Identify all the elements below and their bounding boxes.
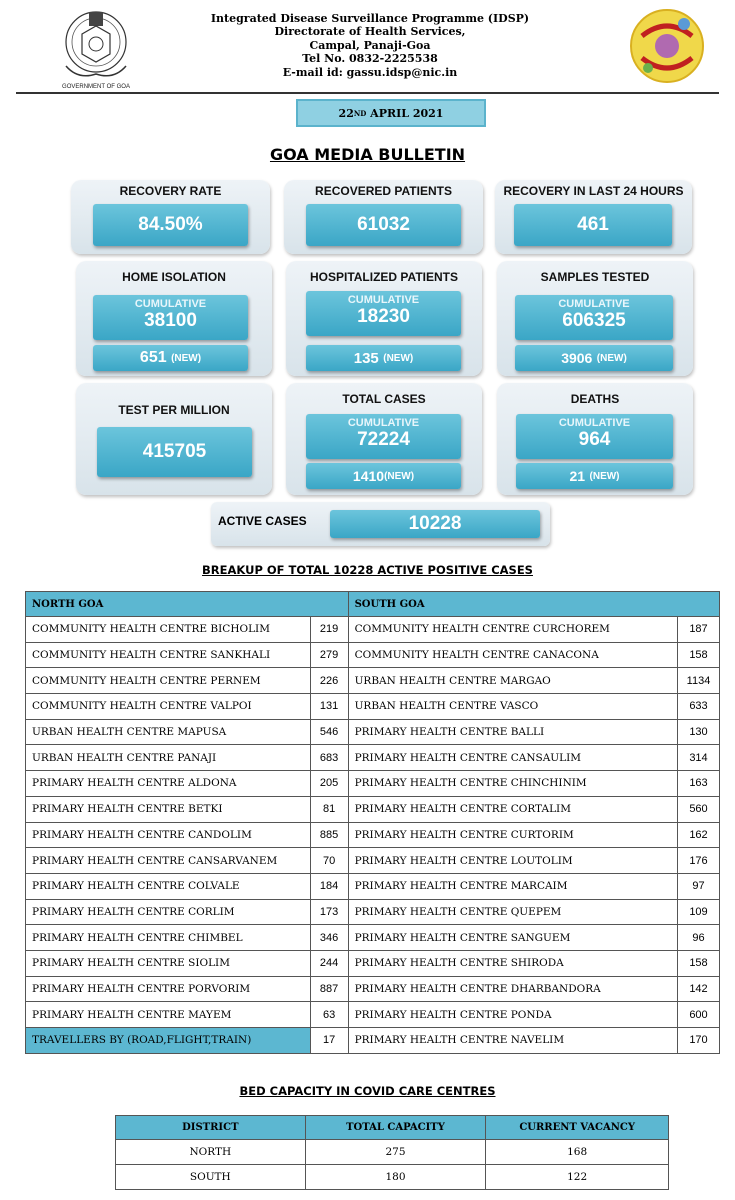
date-day: 22 bbox=[338, 106, 354, 120]
hospitalized-title: HOSPITALIZED PATIENTS bbox=[309, 270, 458, 284]
recovered-patients-title: RECOVERED PATIENTS bbox=[315, 184, 452, 198]
south-centre-name: PRIMARY HEALTH CENTRE NAVELIM bbox=[348, 1028, 677, 1054]
deaths-new-label: (NEW) bbox=[589, 470, 620, 482]
south-centre-count: 314 bbox=[677, 745, 719, 771]
north-centre-name: PRIMARY HEALTH CENTRE PORVORIM bbox=[26, 976, 311, 1002]
north-centre-name: PRIMARY HEALTH CENTRE CHIMBEL bbox=[26, 925, 311, 951]
north-centre-count: 683 bbox=[310, 745, 348, 771]
south-centre-name: PRIMARY HEALTH CENTRE PONDA bbox=[348, 1002, 677, 1028]
south-centre-count: 187 bbox=[677, 617, 719, 643]
north-centre-count: 546 bbox=[310, 719, 348, 745]
north-centre-count: 346 bbox=[310, 925, 348, 951]
north-centre-count: 279 bbox=[310, 642, 348, 668]
deaths-new-box bbox=[516, 463, 673, 489]
deaths-title: DEATHS bbox=[570, 392, 620, 406]
deaths-card bbox=[497, 383, 693, 495]
north-centre-name: PRIMARY HEALTH CENTRE CANDOLIM bbox=[26, 822, 311, 848]
bed-total-capacity: 180 bbox=[305, 1165, 486, 1190]
south-centre-count: 162 bbox=[677, 822, 719, 848]
south-centre-count: 633 bbox=[677, 694, 719, 720]
samples-cumulative-box bbox=[515, 295, 673, 340]
active-cases-label: ACTIVE CASES bbox=[218, 514, 307, 528]
active-cases-card bbox=[211, 502, 550, 546]
north-centre-name: PRIMARY HEALTH CENTRE ALDONA bbox=[26, 771, 311, 797]
header-line-5: E-mail id: gassu.idsp@nic.in bbox=[282, 65, 458, 79]
table-row bbox=[26, 719, 720, 745]
deaths-cumulative-box bbox=[516, 414, 673, 459]
bed-district: SOUTH bbox=[116, 1165, 306, 1190]
total-cases-new-box bbox=[306, 463, 461, 489]
south-centre-count: 1134 bbox=[677, 668, 719, 694]
bed-header-total-capacity: TOTAL CAPACITY bbox=[305, 1116, 486, 1140]
test-per-million-card bbox=[76, 383, 272, 495]
south-centre-name: PRIMARY HEALTH CENTRE QUEPEM bbox=[348, 899, 677, 925]
table-row bbox=[116, 1140, 669, 1165]
north-centre-name: COMMUNITY HEALTH CENTRE BICHOLIM bbox=[26, 617, 311, 643]
north-centre-count: 17 bbox=[310, 1028, 348, 1054]
south-centre-name: PRIMARY HEALTH CENTRE CURTORIM bbox=[348, 822, 677, 848]
total-cases-new-label: (NEW) bbox=[384, 470, 415, 482]
north-centre-name: URBAN HEALTH CENTRE MAPUSA bbox=[26, 719, 311, 745]
recovery-24h-title: RECOVERY IN LAST 24 HOURS bbox=[503, 184, 684, 198]
deaths-new-value: 21 bbox=[569, 468, 586, 484]
hospitalized-cumulative-label: CUMULATIVE bbox=[347, 294, 420, 306]
home-isolation-new-label: (NEW) bbox=[171, 352, 202, 364]
samples-cumulative-value: 606325 bbox=[562, 310, 626, 331]
south-centre-name: PRIMARY HEALTH CENTRE CORTALIM bbox=[348, 796, 677, 822]
table-row bbox=[26, 796, 720, 822]
north-centre-name: TRAVELLERS BY (ROAD,FLIGHT,TRAIN) bbox=[26, 1028, 311, 1054]
samples-new-box bbox=[515, 345, 673, 371]
bed-capacity-table bbox=[115, 1115, 669, 1190]
header-divider bbox=[16, 92, 719, 94]
table-row bbox=[26, 950, 720, 976]
active-cases-breakup-table bbox=[25, 591, 720, 1054]
table-row bbox=[26, 1002, 720, 1028]
north-centre-name: URBAN HEALTH CENTRE PANAJI bbox=[26, 745, 311, 771]
south-centre-name: PRIMARY HEALTH CENTRE LOUTOLIM bbox=[348, 848, 677, 874]
recovered-patients-value: 61032 bbox=[357, 214, 410, 235]
goa-emblem-logo bbox=[58, 4, 134, 92]
bed-header-row bbox=[116, 1116, 669, 1140]
table-row bbox=[26, 822, 720, 848]
header-address bbox=[170, 12, 570, 79]
total-cases-new-value: 1410 bbox=[352, 468, 385, 484]
south-centre-count: 96 bbox=[677, 925, 719, 951]
table-row bbox=[26, 925, 720, 951]
hospitalized-new-label: (NEW) bbox=[383, 352, 414, 364]
north-centre-count: 81 bbox=[310, 796, 348, 822]
south-centre-name: URBAN HEALTH CENTRE VASCO bbox=[348, 694, 677, 720]
total-cases-cumulative-value: 72224 bbox=[357, 429, 410, 450]
bulletin-title: GOA MEDIA BULLETIN bbox=[269, 145, 466, 164]
date-suffix: ND bbox=[353, 108, 367, 118]
south-goa-header: SOUTH GOA bbox=[348, 592, 719, 617]
deaths-cumulative-label: CUMULATIVE bbox=[558, 417, 631, 429]
north-centre-name: PRIMARY HEALTH CENTRE MAYEM bbox=[26, 1002, 311, 1028]
active-cases-value: 10228 bbox=[408, 513, 462, 534]
recovery-24h-card bbox=[495, 180, 692, 254]
recovery-24h-value: 461 bbox=[577, 214, 609, 235]
hospitalized-cumulative-value: 18230 bbox=[357, 306, 410, 327]
home-isolation-cumulative-box bbox=[93, 295, 248, 340]
south-centre-name: PRIMARY HEALTH CENTRE DHARBANDORA bbox=[348, 976, 677, 1002]
samples-new-value: 3906 bbox=[561, 350, 593, 366]
table-row bbox=[26, 848, 720, 874]
south-centre-name: PRIMARY HEALTH CENTRE CHINCHINIM bbox=[348, 771, 677, 797]
home-isolation-cumulative-label: CUMULATIVE bbox=[134, 298, 207, 310]
samples-tested-card bbox=[497, 261, 693, 376]
recovery-rate-value: 84.50% bbox=[138, 214, 203, 235]
hospitalized-card bbox=[286, 261, 482, 376]
samples-new-label: (NEW) bbox=[596, 352, 627, 364]
total-cases-title: TOTAL CASES bbox=[342, 392, 426, 406]
home-isolation-title: HOME ISOLATION bbox=[122, 270, 226, 284]
home-isolation-new-box bbox=[93, 345, 248, 371]
south-centre-count: 130 bbox=[677, 719, 719, 745]
bed-header-district: DISTRICT bbox=[116, 1116, 306, 1140]
south-centre-count: 170 bbox=[677, 1028, 719, 1054]
table-row bbox=[26, 899, 720, 925]
south-centre-count: 109 bbox=[677, 899, 719, 925]
table-row bbox=[26, 617, 720, 643]
breakup-header-row bbox=[26, 592, 720, 617]
total-cases-card bbox=[286, 383, 482, 495]
south-centre-name: COMMUNITY HEALTH CENTRE CURCHOREM bbox=[348, 617, 677, 643]
north-centre-name: COMMUNITY HEALTH CENTRE VALPOI bbox=[26, 694, 311, 720]
header-line-1: Integrated Disease Surveillance Programme (IDSP) bbox=[210, 12, 530, 25]
hospitalized-new-value: 135 bbox=[353, 349, 379, 367]
table-row bbox=[26, 668, 720, 694]
header-line-4: Tel No. 0832-2225538 bbox=[302, 52, 438, 66]
south-centre-count: 163 bbox=[677, 771, 719, 797]
south-centre-name: URBAN HEALTH CENTRE MARGAO bbox=[348, 668, 677, 694]
north-centre-name: PRIMARY HEALTH CENTRE CORLIM bbox=[26, 899, 311, 925]
north-centre-count: 70 bbox=[310, 848, 348, 874]
hospitalized-cumulative-box bbox=[306, 291, 461, 336]
header-line-3: Campal, Panaji-Goa bbox=[309, 38, 431, 52]
samples-cumulative-label: CUMULATIVE bbox=[558, 298, 630, 310]
test-per-million-value: 415705 bbox=[142, 441, 207, 462]
south-centre-count: 560 bbox=[677, 796, 719, 822]
north-centre-name: COMMUNITY HEALTH CENTRE PERNEM bbox=[26, 668, 311, 694]
bed-header-current-vacancy: CURRENT VACANCY bbox=[486, 1116, 669, 1140]
goa-emblem-caption: GOVERNMENT OF GOA bbox=[62, 84, 130, 90]
south-centre-name: PRIMARY HEALTH CENTRE SHIRODA bbox=[348, 950, 677, 976]
recovery-rate-title: RECOVERY RATE bbox=[119, 184, 222, 198]
north-centre-count: 226 bbox=[310, 668, 348, 694]
deaths-cumulative-value: 964 bbox=[578, 429, 611, 450]
bed-capacity-title: BED CAPACITY IN COVID CARE CENTRES bbox=[239, 1084, 496, 1098]
home-isolation-new-value: 651 bbox=[139, 349, 167, 366]
south-centre-count: 158 bbox=[677, 642, 719, 668]
table-row bbox=[26, 976, 720, 1002]
table-row bbox=[116, 1165, 669, 1190]
bed-district: NORTH bbox=[116, 1140, 306, 1165]
header-line-2: Directorate of Health Services, bbox=[274, 25, 466, 39]
test-per-million-title: TEST PER MILLION bbox=[118, 403, 230, 417]
bed-current-vacancy: 122 bbox=[486, 1165, 669, 1190]
active-cases-value-box bbox=[330, 510, 540, 538]
north-centre-name: PRIMARY HEALTH CENTRE SIOLIM bbox=[26, 950, 311, 976]
north-centre-count: 885 bbox=[310, 822, 348, 848]
north-centre-count: 205 bbox=[310, 771, 348, 797]
date-rest: APRIL 2021 bbox=[366, 106, 444, 120]
south-centre-count: 600 bbox=[677, 1002, 719, 1028]
south-centre-count: 158 bbox=[677, 950, 719, 976]
recovered-patients-value-box bbox=[306, 204, 461, 246]
table-row bbox=[26, 771, 720, 797]
recovered-patients-card bbox=[284, 180, 483, 254]
test-per-million-value-box bbox=[97, 427, 252, 477]
bed-total-capacity: 275 bbox=[305, 1140, 486, 1165]
south-centre-name: PRIMARY HEALTH CENTRE MARCAIM bbox=[348, 873, 677, 899]
total-cases-cumulative-label: CUMULATIVE bbox=[347, 417, 420, 429]
north-centre-name: PRIMARY HEALTH CENTRE COLVALE bbox=[26, 873, 311, 899]
samples-tested-title: SAMPLES TESTED bbox=[540, 270, 650, 284]
table-row bbox=[26, 642, 720, 668]
recovery-rate-card bbox=[71, 180, 270, 254]
north-centre-count: 63 bbox=[310, 1002, 348, 1028]
home-isolation-cumulative-value: 38100 bbox=[144, 310, 197, 331]
south-centre-name: PRIMARY HEALTH CENTRE BALLI bbox=[348, 719, 677, 745]
south-centre-count: 176 bbox=[677, 848, 719, 874]
total-cases-cumulative-box bbox=[306, 414, 461, 459]
north-centre-name: PRIMARY HEALTH CENTRE CANSARVANEM bbox=[26, 848, 311, 874]
south-centre-name: PRIMARY HEALTH CENTRE CANSAULIM bbox=[348, 745, 677, 771]
hospitalized-new-box bbox=[306, 345, 461, 371]
north-centre-name: COMMUNITY HEALTH CENTRE SANKHALI bbox=[26, 642, 311, 668]
north-centre-name: PRIMARY HEALTH CENTRE BETKI bbox=[26, 796, 311, 822]
idsp-logo bbox=[622, 6, 712, 86]
north-centre-count: 184 bbox=[310, 873, 348, 899]
table-row bbox=[26, 694, 720, 720]
north-goa-header: NORTH GOA bbox=[26, 592, 349, 617]
south-centre-name: COMMUNITY HEALTH CENTRE CANACONA bbox=[348, 642, 677, 668]
bed-current-vacancy: 168 bbox=[486, 1140, 669, 1165]
home-isolation-card bbox=[76, 261, 272, 376]
south-centre-count: 142 bbox=[677, 976, 719, 1002]
recovery-24h-value-box bbox=[514, 204, 672, 246]
recovery-rate-value-box bbox=[93, 204, 248, 246]
north-centre-count: 887 bbox=[310, 976, 348, 1002]
table-row bbox=[26, 1028, 720, 1054]
table-row bbox=[26, 745, 720, 771]
south-centre-count: 97 bbox=[677, 873, 719, 899]
table-row bbox=[26, 873, 720, 899]
north-centre-count: 219 bbox=[310, 617, 348, 643]
breakup-title: BREAKUP OF TOTAL 10228 ACTIVE POSITIVE CASES bbox=[202, 563, 533, 577]
bulletin-date bbox=[296, 99, 486, 127]
north-centre-count: 244 bbox=[310, 950, 348, 976]
north-centre-count: 131 bbox=[310, 694, 348, 720]
north-centre-count: 173 bbox=[310, 899, 348, 925]
south-centre-name: PRIMARY HEALTH CENTRE SANGUEM bbox=[348, 925, 677, 951]
